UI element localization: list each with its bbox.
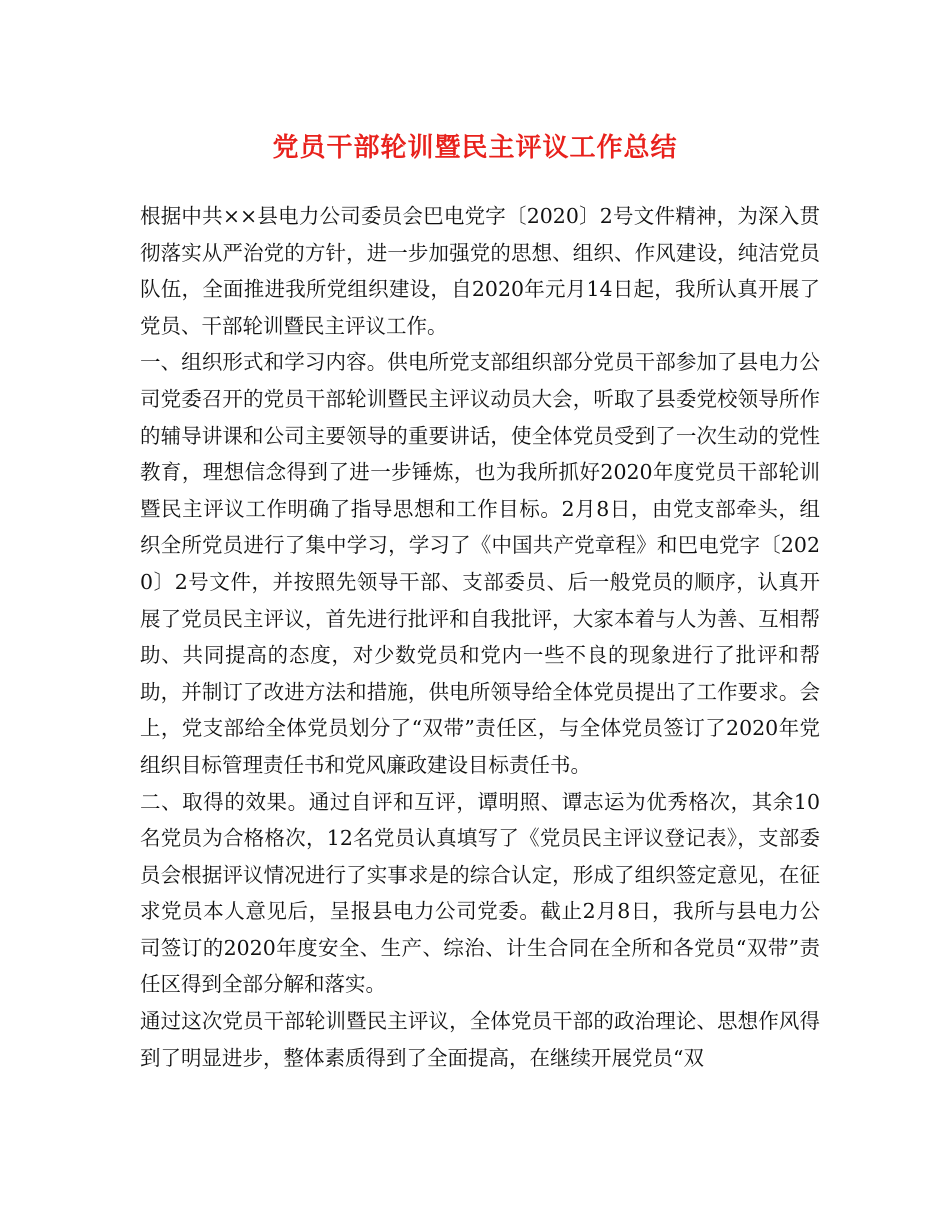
document-title: 党员干部轮训暨民主评议工作总结 bbox=[272, 133, 678, 163]
paragraph-conclusion: 通过这次党员干部轮训暨民主评议，全体党员干部的政治理论、思想作风得到了明显进步，整体素质得到了全面提高，在继续开展党员“双 bbox=[140, 1009, 820, 1070]
paragraph-section-one: 一、组织形式和学习内容。供电所党支部组织部分党员干部参加了县电力公司党委召开的党员干部轮训暨民主评议动员大会，听取了县委党校领导所作的辅导讲课和公司主要领导的重要讲话，使全体党员受到了一次生动的党性教育，理想信念得到了进一步锤炼，也为我所抓好2020年度党员干部轮训暨民主评议工作明确了指导思想和工作目标。2月8日，由党支部牵头，组织全所党员进行了集中学习，学习了《中国共产党章程》和巴电党字〔2020〕2号文件，并按照先领导干部、支部委员、后一般党员的顺序，认真开展了党员民主评议，首先进行批评和自我批评，大家本着与人为善、互相帮助、共同提高的态度，对少数党员和党内一些不良的现象进行了批评和帮助，并制订了改进方法和措施，供电所领导给全体党员提出了工作要求。会上，党支部给全体党员划分了“双带”责任区，与全体党员签订了2020年党组织目标管理责任书和党风廉政建设目标责任书。 bbox=[140, 350, 820, 777]
paragraph-section-two: 二、取得的效果。通过自评和互评，谭明照、谭志运为优秀格次，其余10名党员为合格格次，12名党员认真填写了《党员民主评议登记表》，支部委员会根据评议情况进行了实事求是的综合认定，形成了组织签定意见，在征求党员本人意见后，呈报县电力公司党委。截止2月8日，我所与县电力公司签订的2020年度安全、生产、综治、计生合同在全所和各党员“双带”责任区得到全部分解和落实。 bbox=[140, 789, 820, 997]
paragraph-intro: 根据中共××县电力公司委员会巴电党字〔2020〕2号文件精神，为深入贯彻落实从严治党的方针，进一步加强党的思想、组织、作风建设，纯洁党员队伍，全面推进我所党组织建设，自2020年元月14日起，我所认真开展了党员、干部轮训暨民主评议工作。 bbox=[140, 204, 820, 338]
document-body bbox=[140, 198, 820, 1076]
